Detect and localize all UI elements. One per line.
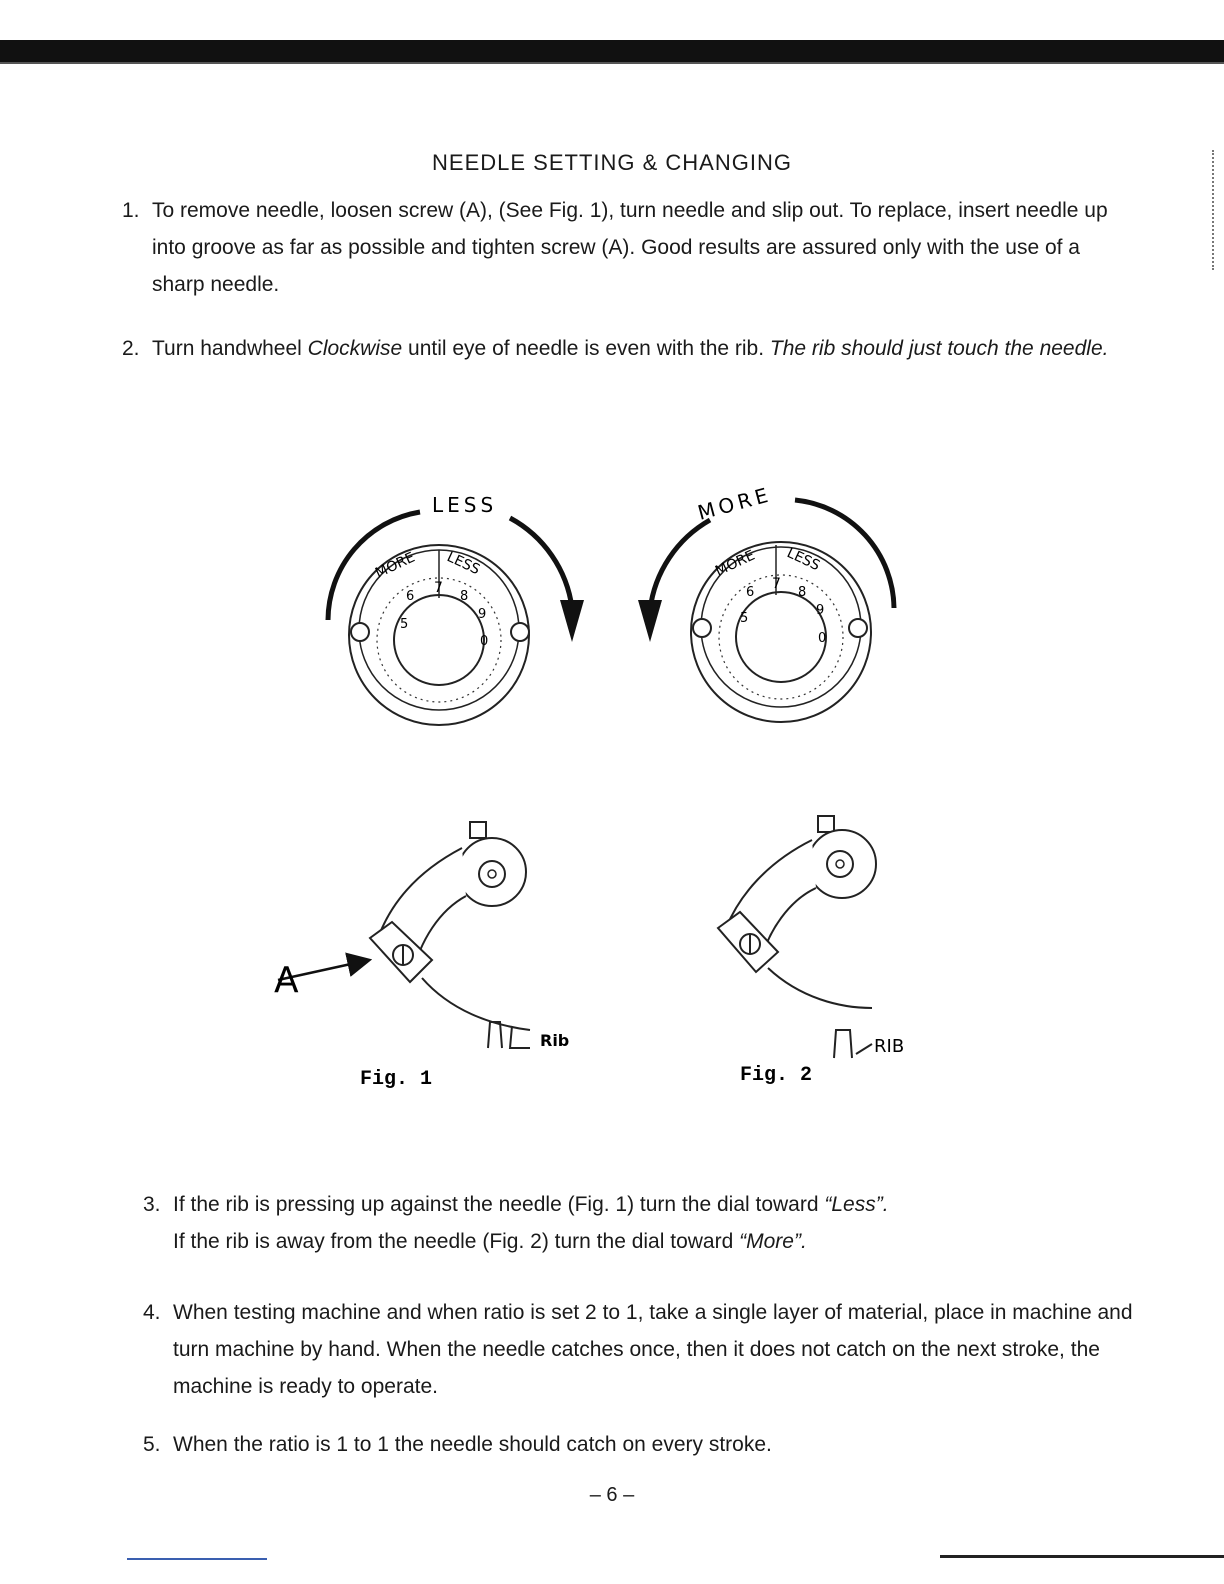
dial-number: 0 [480,634,489,649]
dial-more-text: MORE [712,547,758,580]
dial-more-text: MORE [372,549,418,582]
step-text: When testing machine and when ratio is set 2 to 1, take a single layer of material, place in machine and turn machine by hand. When the needle catches once, then it does not catch on the next stroke, the machine is ready to operate. [173,1301,1133,1398]
step-text-part: until eye of needle is even with the rib. [402,337,770,360]
arrow-head-icon [638,600,662,642]
arrow-label-less: LESS [432,493,498,517]
step-text-part: If the rib is away from the needle (Fig. 2) turn the dial toward [173,1230,740,1253]
dial-number: 0 [818,631,827,646]
needle-curve [422,978,530,1030]
step-5 [143,1426,1103,1463]
step-text-part: If the rib is pressing up against the needle (Fig. 1) turn the dial toward [173,1193,825,1216]
rib-icon [834,1030,852,1058]
step-text-part: Turn handwheel [152,337,308,360]
dial-center-knob [736,592,826,682]
fig2-label: Fig. 2 [740,1064,813,1087]
set-screw-icon [470,822,486,838]
step-text: To remove needle, loosen screw (A), (See Fig. 1), turn needle and slip out. To replace, insert needle up into groove as far as possible and tighten screw (A). Good results are assured only with the use of a sharp needle. [152,199,1108,296]
dial-number: 8 [460,589,469,604]
dial-number: 7 [434,580,443,596]
dial-number: 5 [740,611,749,626]
dial-number: 7 [772,576,781,592]
leader-line [856,1044,872,1054]
dial-number: 6 [746,585,755,600]
step-number: 5. [143,1433,161,1456]
scan-bottom-rule [940,1555,1224,1558]
dial-screw-icon [511,623,529,641]
step-line [173,1186,1103,1223]
screw-label: A [274,960,299,1001]
fig1-label: Fig. 1 [360,1068,433,1091]
dial-more [638,482,894,722]
step-number: 1. [122,199,140,222]
holder-hub [458,838,526,906]
set-screw-icon [818,816,834,832]
step-emphasis: “Less”. [824,1193,889,1216]
step-line [173,1223,1103,1260]
step-number: 3. [143,1193,161,1216]
dial-number: 5 [400,617,409,632]
dial-number: 9 [478,607,487,622]
dial-screw-icon [693,619,711,637]
step-emphasis: The rib should just touch the needle. [769,337,1109,360]
page-heading: NEEDLE SETTING & CHANGING [432,150,792,175]
holder-hub [808,830,876,898]
step-emphasis: Clockwise [307,337,403,360]
rib-label: Rib [540,1031,570,1050]
step-number: 4. [143,1301,161,1324]
needle-holder-fig2 [718,816,904,1087]
step-3 [143,1186,1103,1260]
needle-holder-fig1 [274,822,569,1091]
arrow-label-more: MORE [695,482,775,525]
dial-less [328,493,584,725]
step-text: When the ratio is 1 to 1 the needle should catch on every stroke. [173,1433,772,1456]
dial-less-text: LESS [444,549,483,579]
scan-bottom-rule [127,1558,267,1560]
dial-number: 6 [406,589,415,604]
needle-curve [768,968,872,1008]
step-text [173,1186,1103,1260]
dial-screw-icon [351,623,369,641]
dial-number: 9 [816,603,825,618]
rib-label: RIB [874,1036,905,1057]
dial-less-text: LESS [784,545,823,575]
step-emphasis: “More”. [739,1230,807,1253]
step-number: 2. [122,337,140,360]
page-number: – 6 – [589,1484,635,1506]
step-4 [143,1294,1133,1405]
dial-number: 8 [798,585,807,600]
dial-screw-icon [849,619,867,637]
dial-center-knob [394,595,487,685]
arrow-head-icon [560,600,584,642]
rib-icon [488,1022,502,1048]
